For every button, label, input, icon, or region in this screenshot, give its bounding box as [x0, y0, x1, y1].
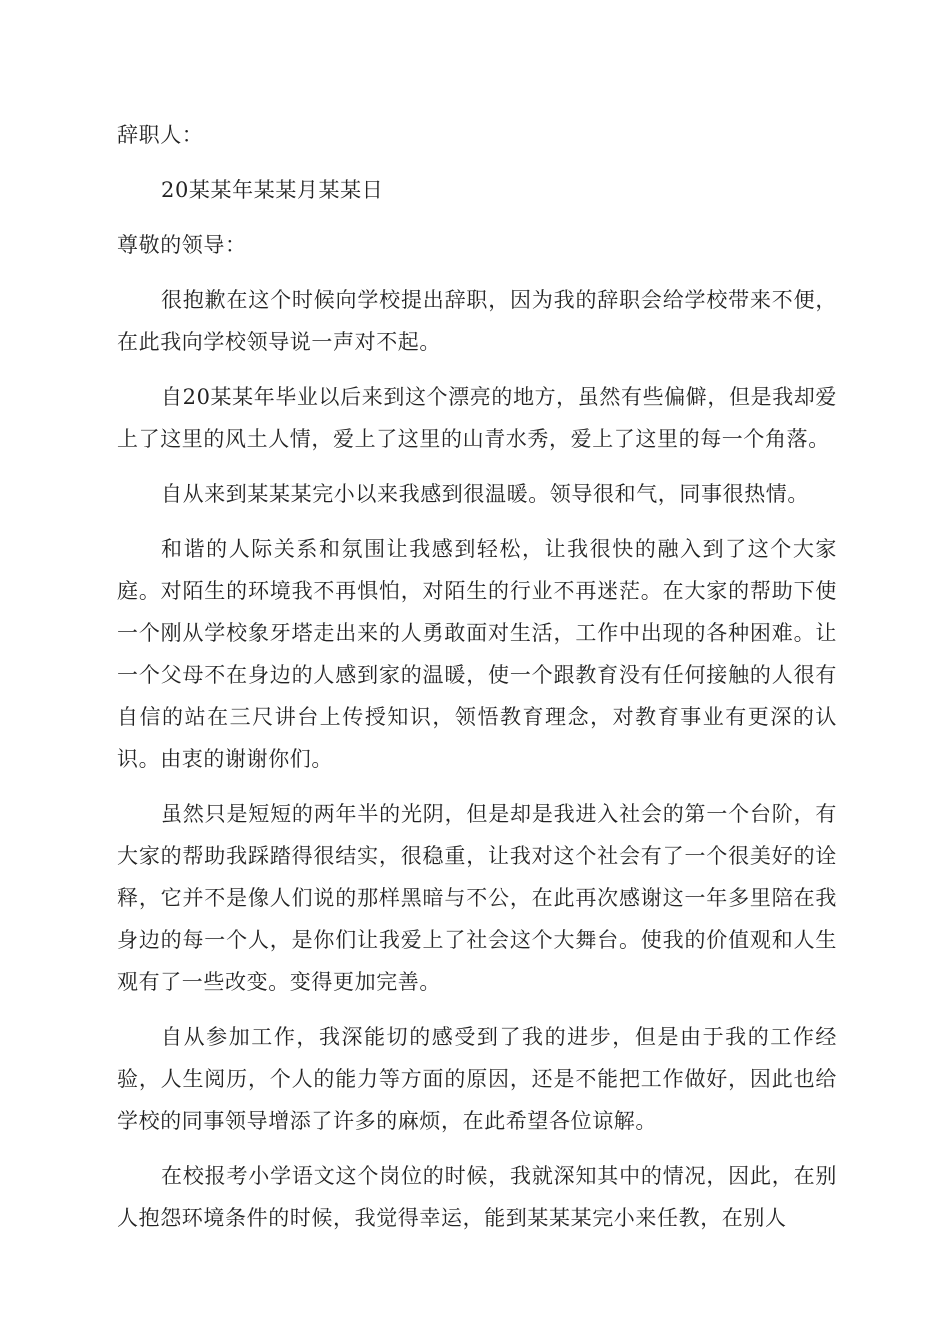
- date-line: 20某某年某某月某某日: [161, 178, 384, 202]
- salutation: 尊敬的领导：: [117, 233, 247, 257]
- paragraph: 自从来到某某某完小以来我感到很温暖。领导很和气，同事很热情。: [161, 482, 809, 506]
- paragraph: 在校报考小学语文这个岗位的时候，我就深知其中的情况，因此，在别人抱怨环境条件的时候，我觉得幸运，能到某某某完小来任教，在别人: [117, 1164, 837, 1230]
- resigner-label: 辞职人：: [117, 123, 204, 147]
- paragraph: 自从参加工作，我深能切的感受到了我的进步，但是由于我的工作经验，人生阅历，个人的能力等方面的原因，还是不能把工作做好，因此也给学校的同事领导增添了许多的麻烦，在此希望各位谅解。: [117, 1025, 837, 1133]
- paragraph: 和谐的人际关系和氛围让我感到轻松，让我很快的融入到了这个大家庭。对陌生的环境我不再惧怕，对陌生的行业不再迷茫。在大家的帮助下使一个刚从学校象牙塔走出来的人勇敢面对生活，工作中出现的各种困难。让一个父母不在身边的人感到家的温暖，使一个跟教育没有任何接触的人很有自信的站在三尺讲台上传授知识，领悟教育理念，对教育事业有更深的认识。由衷的谢谢你们。: [117, 537, 837, 771]
- paragraph: 很抱歉在这个时候向学校提出辞职，因为我的辞职会给学校带来不便，在此我向学校领导说一声对不起。: [117, 288, 837, 354]
- paragraph: 自20某某年毕业以后来到这个漂亮的地方，虽然有些偏僻，但是我却爱上了这里的风土人情，爱上了这里的山青水秀，爱上了这里的每一个角落。: [117, 385, 837, 451]
- paragraph: 虽然只是短短的两年半的光阴，但是却是我进入社会的第一个台阶，有大家的帮助我踩踏得很结实，很稳重，让我对这个社会有了一个很美好的诠释，它并不是像人们说的那样黑暗与不公，在此再次感谢这一年多里陪在我身边的每一个人，是你们让我爱上了社会这个大舞台。使我的价值观和人生观有了一些改变。变得更加完善。: [117, 802, 837, 994]
- document-body: [117, 114, 837, 1239]
